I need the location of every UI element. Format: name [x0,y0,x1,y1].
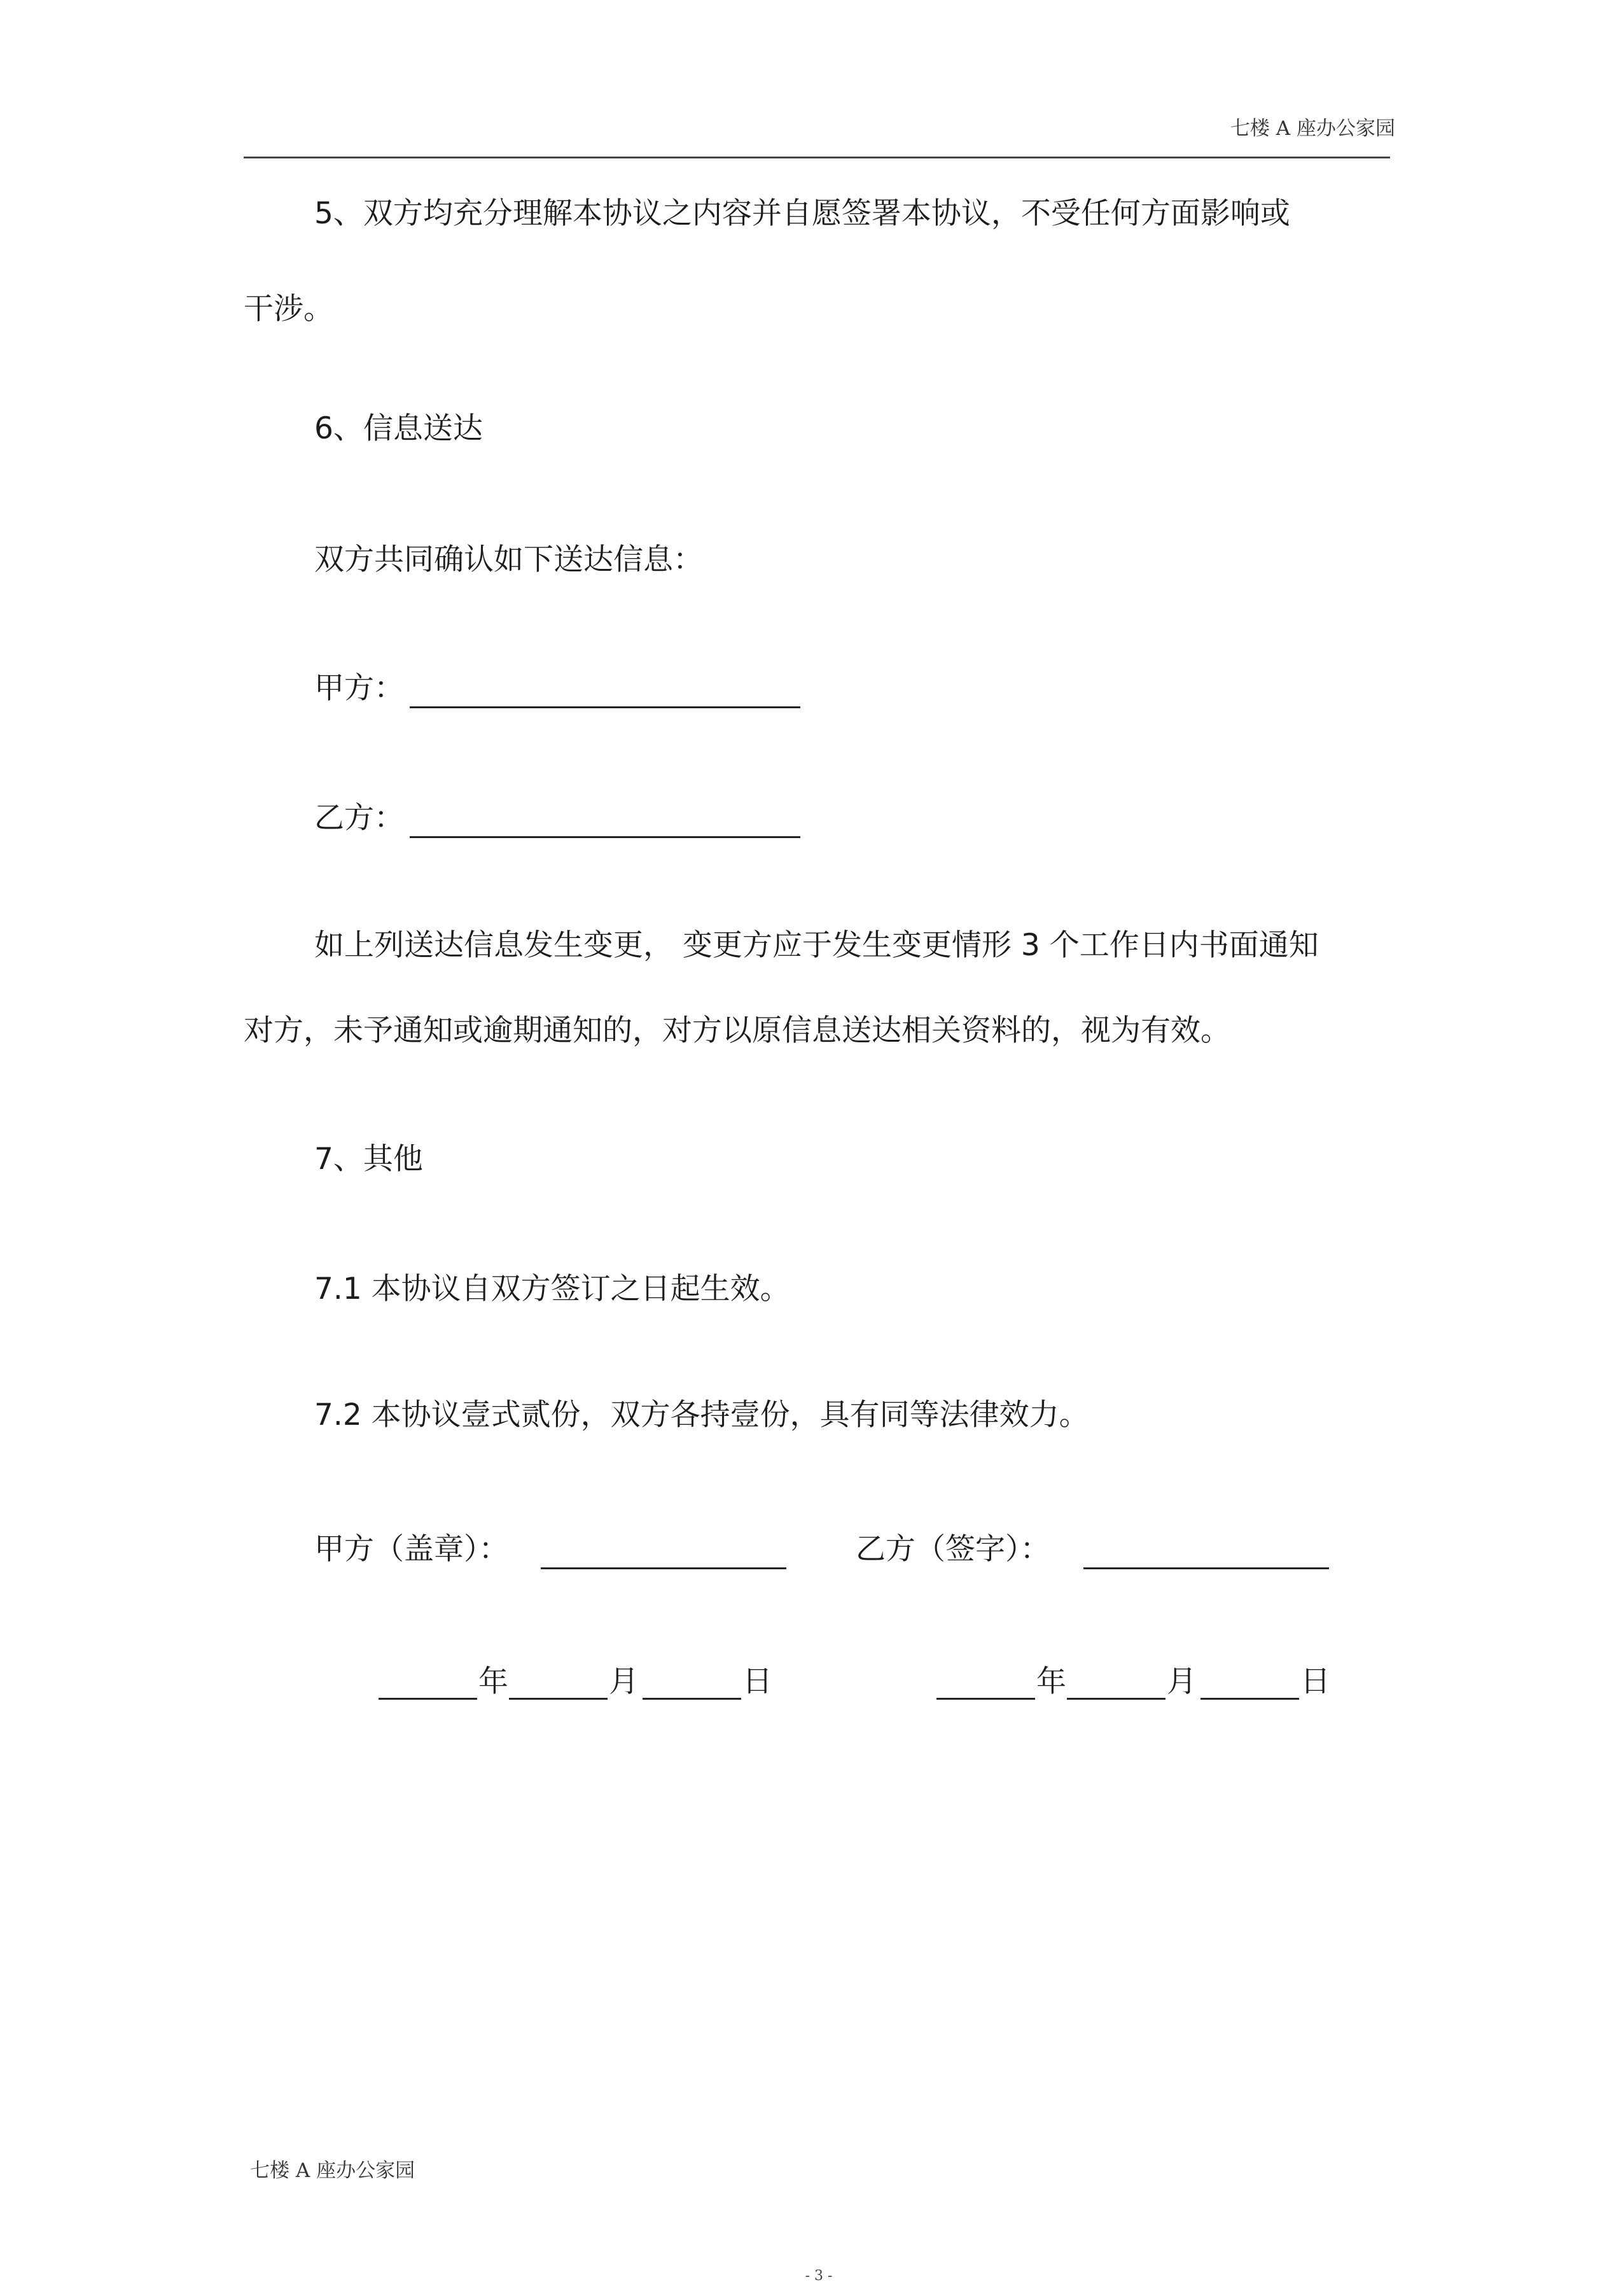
party-a-year-label: 年 [478,1664,508,1699]
party-b-year-blank [936,1698,1035,1700]
page-footer-title: 七楼 A 座办公家园 [250,2159,415,2182]
party-a-month-label: 月 [609,1664,639,1699]
page-header-title: 七楼 A 座办公家园 [1230,117,1395,140]
party-a-address-blank [410,706,800,708]
party-a-month-blank [509,1698,608,1700]
party-b-day-label: 日 [1300,1664,1330,1699]
clause-5-line-2: 干涉。 [244,291,333,326]
party-a-year-blank [379,1698,477,1700]
party-a-day-label: 日 [742,1664,772,1699]
party-a-label: 甲方： [314,671,404,706]
party-b-month-blank [1067,1698,1165,1700]
party-b-sign-label: 乙方（签字）： [856,1532,1050,1567]
party-b-year-label: 年 [1036,1664,1066,1699]
clause-7-2: 7.2 本协议壹式贰份，双方各持壹份，具有同等法律效力。 [314,1397,1089,1432]
party-b-day-blank [1200,1698,1299,1700]
clause-5-line-1: 5、双方均充分理解本协议之内容并自愿签署本协议，不受任何方面影响或 [314,196,1290,231]
party-b-sign-blank [1083,1567,1329,1569]
party-b-label: 乙方： [314,801,404,836]
clause-6-title: 6、信息送达 [314,411,483,446]
clause-6-intro: 双方共同确认如下送达信息： [314,542,703,577]
party-a-seal-label: 甲方（盖章）： [314,1532,509,1567]
party-a-day-blank [643,1698,741,1700]
change-notice-line-1: 如上列送达信息发生变更， 变更方应于发生变更情形 3 个工作日内书面通知 [314,928,1319,963]
party-b-month-label: 月 [1167,1664,1197,1699]
header-divider [244,157,1390,158]
page-number: - 3 - [805,2268,833,2284]
party-a-seal-blank [541,1567,786,1569]
clause-7-1: 7.1 本协议自双方签订之日起生效。 [314,1271,790,1306]
party-b-address-blank [410,836,800,838]
clause-7-title: 7、其他 [314,1142,423,1177]
change-notice-line-2: 对方，未予通知或逾期通知的，对方以原信息送达相关资料的，视为有效。 [244,1013,1230,1048]
